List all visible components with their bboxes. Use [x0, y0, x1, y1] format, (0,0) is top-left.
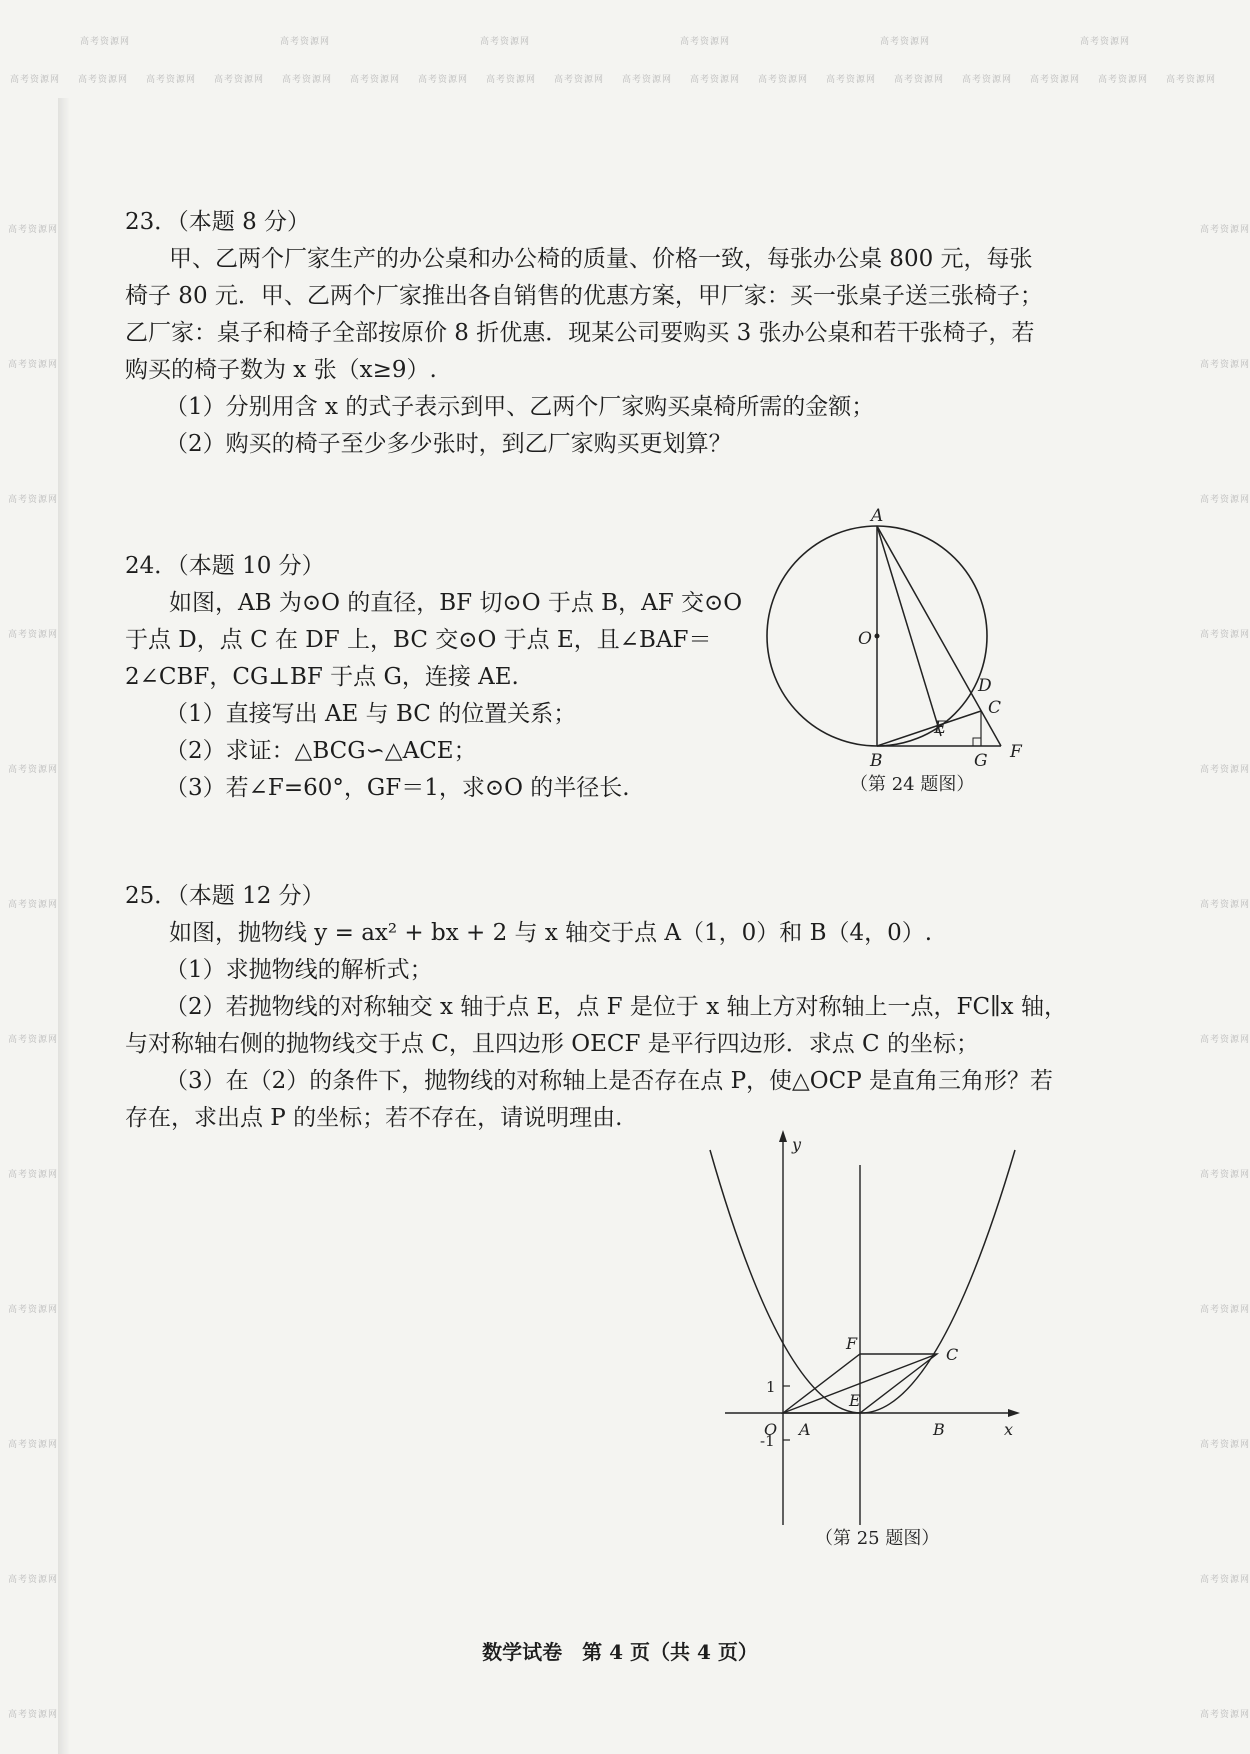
label-a: A: [799, 1420, 811, 1439]
label-c: C: [988, 698, 1002, 718]
q24-line-2: 于点 D，点 C 在 DF 上，BC 交⊙O 于点 E，且∠BAF＝: [125, 627, 712, 653]
watermark-text: 高考资源网: [214, 75, 265, 85]
q24-header: 24．（本题 10 分）: [125, 553, 325, 579]
line-af: [877, 526, 1001, 746]
watermark-text: 高考资源网: [1200, 900, 1250, 910]
q24-item-2: （2）求证：△BCG∽△ACE；: [165, 738, 477, 764]
watermark-text: 高考资源网: [8, 1035, 59, 1045]
watermark-text: 高考资源网: [8, 1575, 59, 1585]
watermark-text: 高考资源网: [350, 75, 401, 85]
watermark-text: 高考资源网: [758, 75, 809, 85]
q25-line-1: 如图，抛物线 y = ax² + bx + 2 与 x 轴交于点 A（1，0）和 B（4，0）.: [169, 920, 933, 946]
label-o: O: [858, 629, 872, 649]
y-axis-arrow: [779, 1130, 787, 1142]
watermark-text: 高考资源网: [1080, 37, 1131, 47]
q23-line-2: 椅子 80 元．甲、乙两个厂家推出各自销售的优惠方案，甲厂家：买一张桌子送三张椅子；: [125, 283, 1043, 309]
watermark-text: 高考资源网: [8, 1440, 59, 1450]
watermark-text: 高考资源网: [894, 75, 945, 85]
q23-item-2: （2）购买的椅子至少多少张时，到乙厂家购买更划算？: [165, 431, 732, 457]
q23-line-3: 乙厂家：桌子和椅子全部按原价 8 折优惠．现某公司要购买 3 张办公桌和若干张椅子，若: [125, 320, 1035, 346]
question-25: [125, 878, 1085, 1137]
watermark-text: 高考资源网: [1200, 225, 1250, 235]
watermark-text: 高考资源网: [1200, 1575, 1250, 1585]
watermark-text: 高考资源网: [8, 1170, 59, 1180]
point-o: [875, 634, 880, 639]
q24-item-3: （3）若∠F=60°，GF＝1，求⊙O 的半径长.: [165, 775, 630, 801]
watermark-text: 高考资源网: [962, 75, 1013, 85]
label-b: B: [870, 751, 883, 771]
watermark-text: 高考资源网: [80, 37, 131, 47]
label-x: x: [1004, 1420, 1014, 1439]
label-b: B: [933, 1420, 945, 1439]
figure-25: [710, 1130, 1030, 1534]
x-axis-arrow: [1008, 1409, 1020, 1417]
question-23: [125, 204, 1085, 463]
question-24: [125, 548, 765, 807]
watermark-text: 高考资源网: [880, 37, 931, 47]
q25-item-2: （2）若抛物线的对称轴交 x 轴于点 E，点 F 是位于 x 轴上方对称轴上一点，FC∥x 轴，: [165, 994, 1067, 1020]
q24-line-3: 2∠CBF，CG⊥BF 于点 G，连接 AE.: [125, 664, 519, 690]
label-a: A: [871, 506, 884, 526]
watermark-text: 高考资源网: [480, 37, 531, 47]
label-y: y: [792, 1135, 802, 1154]
figure-24: [760, 505, 1050, 769]
watermark-text: 高考资源网: [8, 630, 59, 640]
watermark-text: 高考资源网: [280, 37, 331, 47]
q25-item-3-cont: 存在，求出点 P 的坐标；若不存在，请说明理由.: [125, 1105, 623, 1131]
label-one: 1: [766, 1378, 776, 1396]
label-d: D: [978, 676, 992, 696]
label-f: F: [1010, 742, 1022, 762]
watermark-text: 高考资源网: [8, 1710, 59, 1720]
watermark-text: 高考资源网: [486, 75, 537, 85]
q25-item-1: （1）求抛物线的解析式；: [165, 957, 433, 983]
watermark-text: 高考资源网: [1030, 75, 1081, 85]
watermark-text: 高考资源网: [8, 225, 59, 235]
label-g: G: [974, 751, 988, 771]
q23-line-1: 甲、乙两个厂家生产的办公桌和办公椅的质量、价格一致，每张办公桌 800 元，每张: [169, 246, 1033, 272]
label-e: E: [849, 1391, 861, 1410]
label-o: O: [764, 1420, 778, 1439]
watermark-text: 高考资源网: [1098, 75, 1149, 85]
watermark-text: 高考资源网: [8, 360, 59, 370]
parabola: [710, 1150, 1015, 1413]
watermark-text: 高考资源网: [1166, 75, 1217, 85]
watermark-text: 高考资源网: [680, 37, 731, 47]
right-angle-g: [973, 738, 981, 746]
watermark-text: 高考资源网: [1200, 1170, 1250, 1180]
figure-25-caption: （第 25 题图）: [815, 1528, 940, 1549]
watermark-text: 高考资源网: [8, 1305, 59, 1315]
q24-item-1: （1）直接写出 AE 与 BC 的位置关系；: [165, 701, 577, 727]
watermark-text: 高考资源网: [418, 75, 469, 85]
q23-item-1: （1）分别用含 x 的式子表示到甲、乙两个厂家购买桌椅所需的金额；: [165, 394, 875, 420]
watermark-text: 高考资源网: [1200, 1710, 1250, 1720]
watermark-text: 高考资源网: [8, 495, 59, 505]
q25-item-3: （3）在（2）的条件下，抛物线的对称轴上是否存在点 P，使△OCP 是直角三角形？若: [165, 1068, 1053, 1094]
q23-header: 23．（本题 8 分）: [125, 209, 311, 235]
label-f: F: [846, 1334, 858, 1353]
scan-shadow: [58, 98, 70, 1754]
watermark-text: 高考资源网: [78, 75, 129, 85]
q24-line-1: 如图，AB 为⊙O 的直径，BF 切⊙O 于点 B，AF 交⊙O: [169, 590, 743, 616]
watermark-text: 高考资源网: [1200, 765, 1250, 775]
watermark-text: 高考资源网: [282, 75, 333, 85]
watermark-text: 高考资源网: [146, 75, 197, 85]
watermark-text: 高考资源网: [8, 900, 59, 910]
q23-line-4: 购买的椅子数为 x 张（x≥9）.: [125, 357, 437, 383]
label-c: C: [946, 1345, 959, 1364]
line-ae: [877, 526, 941, 736]
watermark-text: 高考资源网: [1200, 1035, 1250, 1045]
watermark-text: 高考资源网: [1200, 360, 1250, 370]
watermark-text: 高考资源网: [690, 75, 741, 85]
line-bc: [877, 711, 981, 746]
watermark-text: 高考资源网: [1200, 495, 1250, 505]
watermark-text: 高考资源网: [554, 75, 605, 85]
watermark-text: 高考资源网: [1200, 630, 1250, 640]
label-e: E: [934, 718, 947, 738]
label-minus-one: -1: [760, 1432, 775, 1450]
watermark-text: 高考资源网: [1200, 1305, 1250, 1315]
watermark-text: 高考资源网: [8, 765, 59, 775]
page-footer: 数学试卷 第 4 页（共 4 页）: [482, 1640, 758, 1664]
figure-24-caption: （第 24 题图）: [850, 774, 975, 795]
watermark-text: 高考资源网: [622, 75, 673, 85]
watermark-text: 高考资源网: [826, 75, 877, 85]
watermark-text: 高考资源网: [1200, 1440, 1250, 1450]
watermark-text: 高考资源网: [10, 75, 61, 85]
q25-item-2-cont: 与对称轴右侧的抛物线交于点 C，且四边形 OECF 是平行四边形．求点 C 的坐标；: [125, 1031, 979, 1057]
q25-header: 25．（本题 12 分）: [125, 883, 325, 909]
